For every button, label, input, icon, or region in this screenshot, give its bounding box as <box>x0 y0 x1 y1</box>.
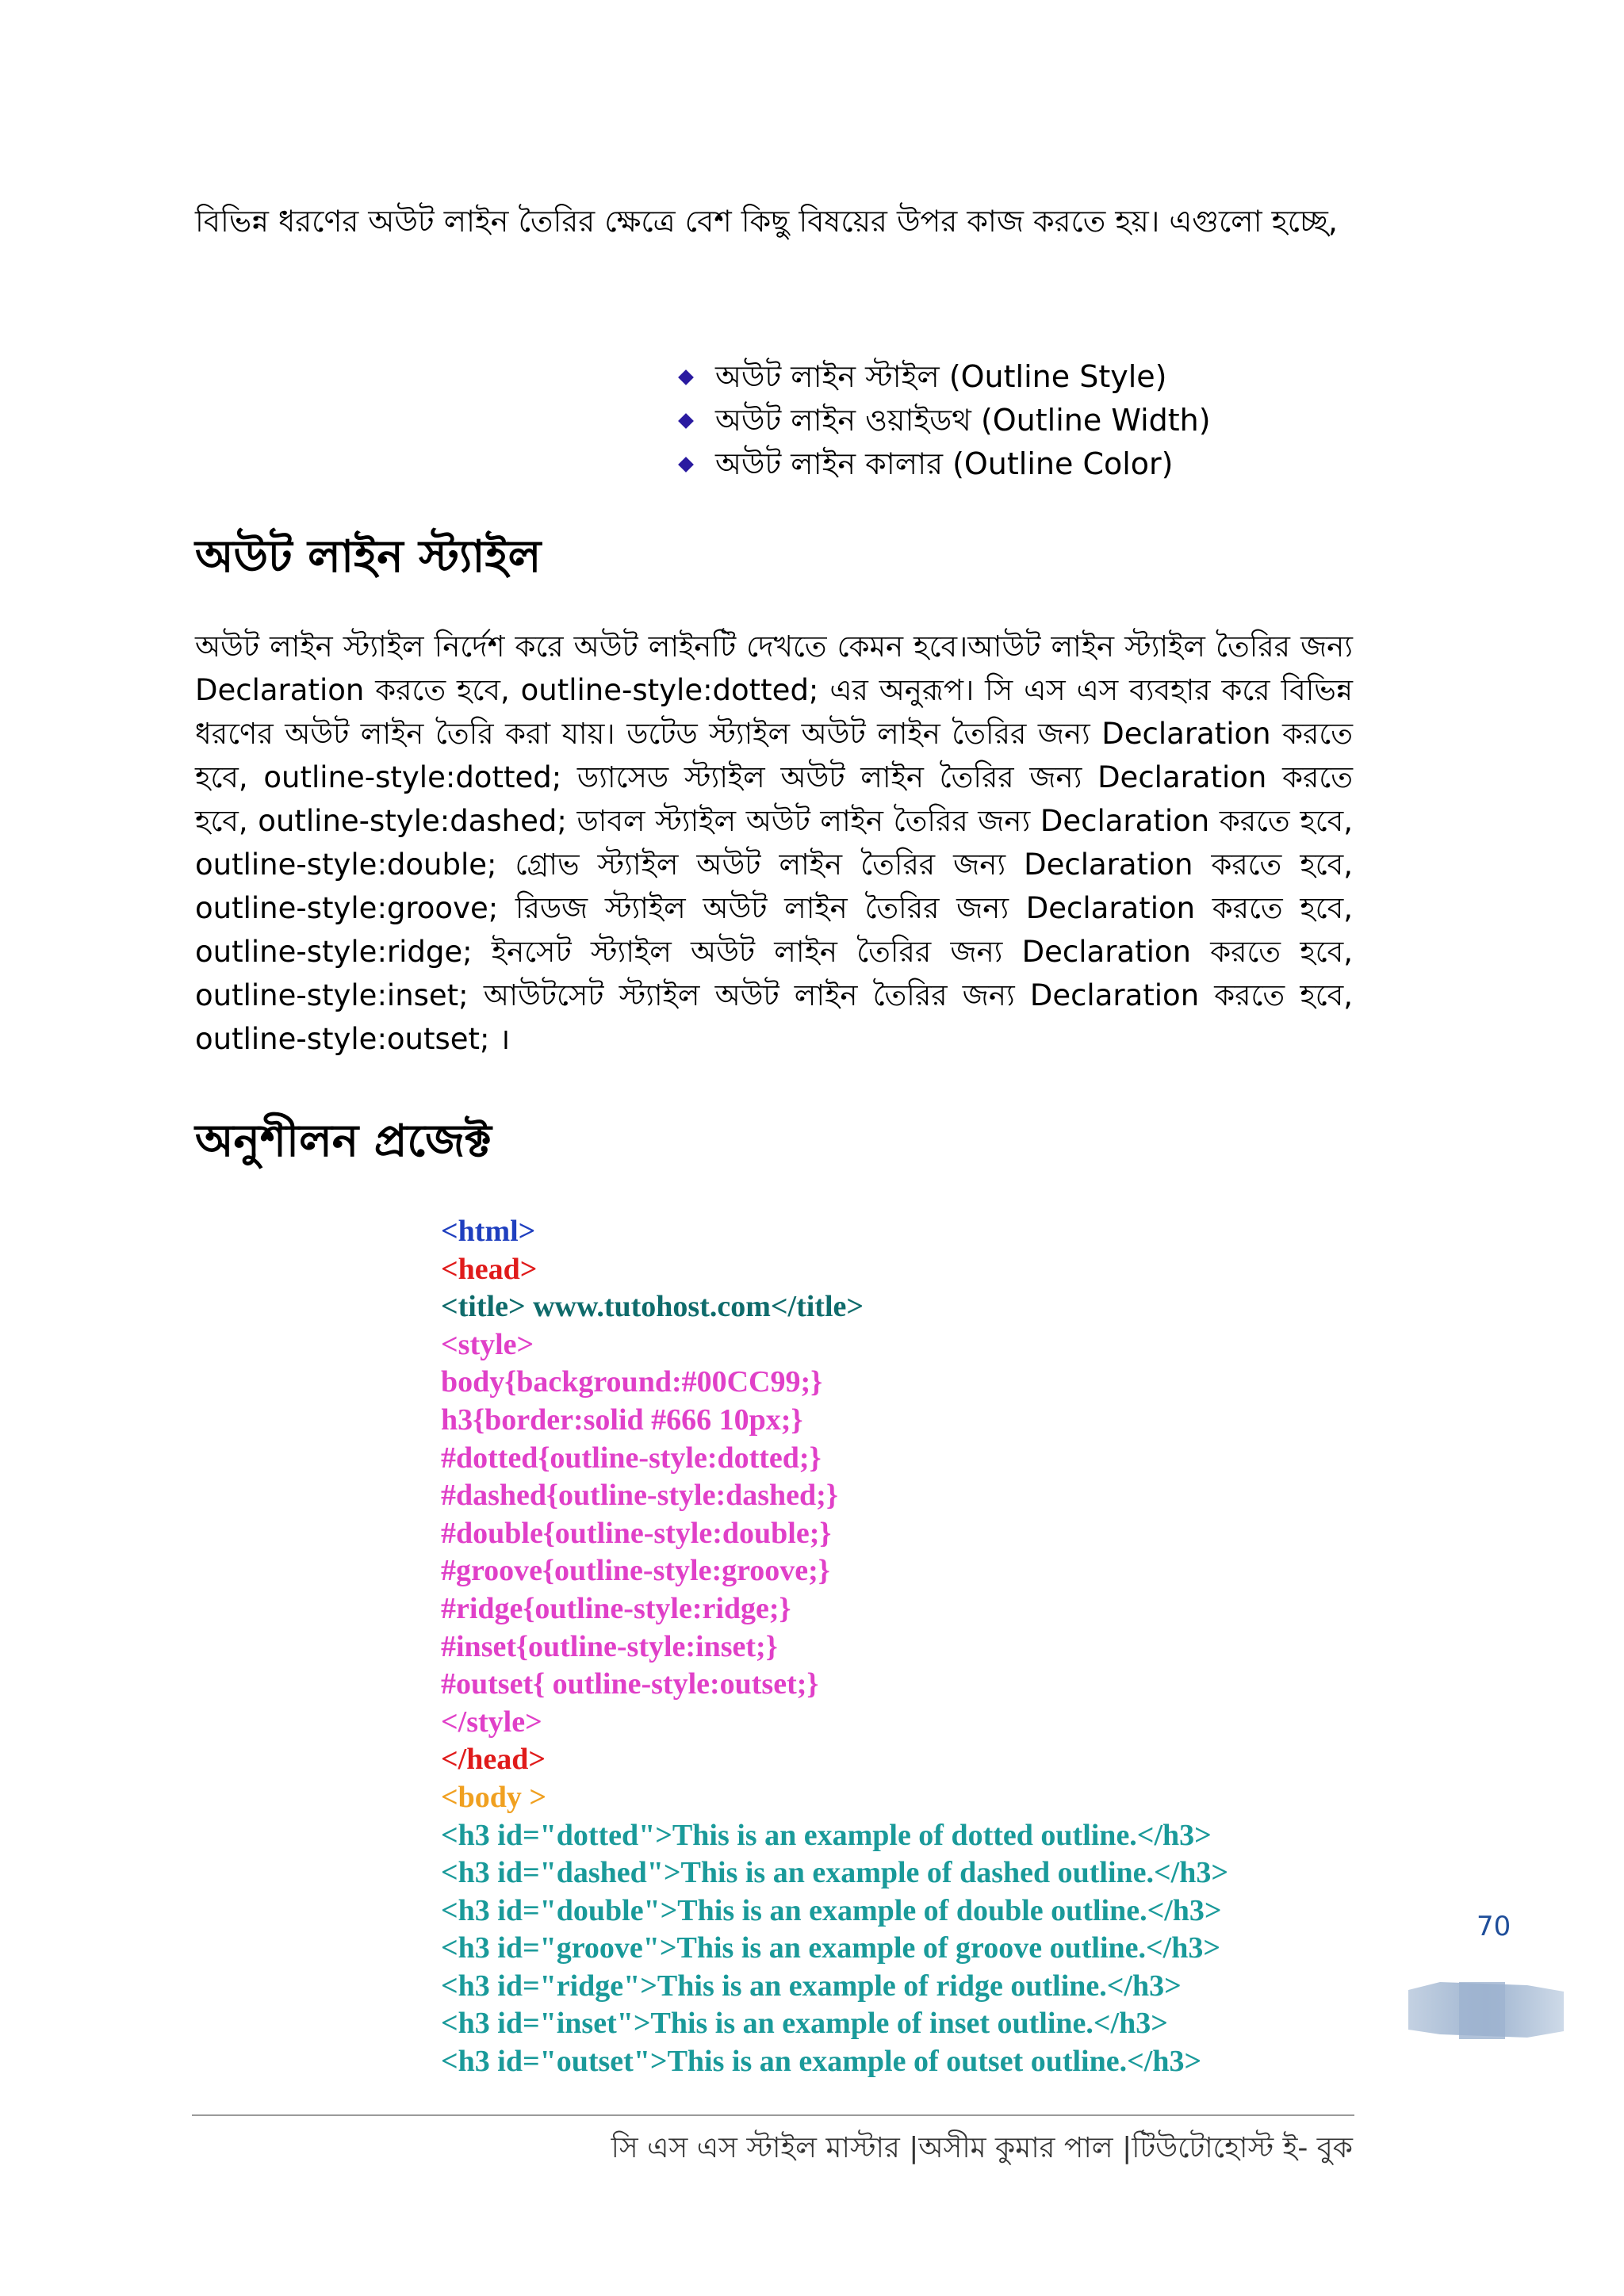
bullet-list <box>674 355 1211 486</box>
code-line: body{background:#00CC99;} <box>441 1365 823 1399</box>
bullet-text: অউট লাইন স্টাইল (Outline Style) <box>715 359 1167 394</box>
page-tab-graphic <box>1408 1982 1564 2039</box>
footer-divider <box>192 2114 1354 2116</box>
code-line: #dashed{outline-style:dashed;} <box>441 1479 838 1513</box>
list-item <box>674 399 1211 442</box>
code-line: <style> <box>441 1327 534 1361</box>
code-line: #ridge{outline-style:ridge;} <box>441 1591 791 1625</box>
code-line: <title> www.tutohost.com</title> <box>441 1290 864 1324</box>
code-line: h3{border:solid #666 10px;} <box>441 1402 803 1437</box>
code-line: <h3 id="double">This is an example of double outline.</h3> <box>441 1893 1222 1927</box>
diamond-bullet-icon <box>678 369 694 385</box>
code-line: <h3 id="dotted">This is an example of dotted outline.</h3> <box>441 1818 1212 1852</box>
diamond-bullet-icon <box>678 457 694 473</box>
section-heading-outline-style: অউট লাইন স্ট্যাইল <box>195 531 542 583</box>
code-line: #dotted{outline-style:dotted;} <box>441 1441 822 1475</box>
code-listing <box>441 1213 1228 2081</box>
body-paragraph: অউট লাইন স্ট্যাইল নির্দেশ করে অউট লাইনটি দেখতে কেমন হবে।আউট লাইন স্ট্যাইল তৈরির জন্য Declaration করতে হবে, outline-style:dotted; এর অনুরূপ। সি এস এস ব্যবহার করে বিভিন্ন ধরণের অউট লাইন তৈরি করা যায়। ডটেড স্ট্যাইল অউট লাইন তৈরির জন্য Declaration করতে হবে, outline-style:dotted; ড্যাসেড স্ট্যাইল অউট লাইন তৈরির জন্য Declaration করতে হবে, outline-style:dashed; ডাবল স্ট্যাইল অউট লাইন তৈরির জন্য Declaration করতে হবে, outline-style:double; গ্রোভ স্ট্যাইল অউট লাইন তৈরির জন্য Declaration করতে হবে, outline-style:groove; রিডজ স্ট্যাইল অউট লাইন তৈরির জন্য Declaration করতে হবে, outline-style:ridge; ইনসেট স্ট্যাইল অউট লাইন তৈরির জন্য Declaration করতে হবে, outline-style:inset; আউটসেট স্ট্যাইল অউট লাইন তৈরির জন্য Declaration করতে হবে, outline-style:outset; । <box>195 629 1353 1056</box>
code-line: <body > <box>441 1780 547 1814</box>
code-line: <h3 id="groove">This is an example of groove outline.</h3> <box>441 1931 1221 1965</box>
bullet-text: অউট লাইন কালার (Outline Color) <box>715 446 1174 481</box>
code-line: </style> <box>441 1705 542 1739</box>
code-line: <h3 id="inset">This is an example of inset outline.</h3> <box>441 2007 1168 2041</box>
bullet-text: অউট লাইন ওয়াইডথ (Outline Width) <box>715 403 1211 438</box>
code-line: #inset{outline-style:inset;} <box>441 1629 778 1663</box>
list-item <box>674 442 1211 486</box>
code-line: #outset{ outline-style:outset;} <box>441 1667 819 1701</box>
code-line: <html> <box>441 1215 536 1248</box>
code-line: </head> <box>441 1743 546 1777</box>
list-item <box>674 355 1211 399</box>
intro-paragraph: বিভিন্ন ধরণের অউট লাইন তৈরির ক্ষেত্রে বেশ কিছু বিষয়ের উপর কাজ করতে হয়। এগুলো হচ্ছে, <box>195 204 1338 239</box>
page-number: 70 <box>1477 1911 1511 1942</box>
footer-text: সি এস এস স্টাইল মাস্টার |অসীম কুমার পাল |টিউটোহোস্ট ই- বুক <box>611 2132 1353 2164</box>
code-line: <h3 id="outset">This is an example of outset outline.</h3> <box>441 2045 1202 2079</box>
code-line: #double{outline-style:double;} <box>441 1516 832 1550</box>
code-line: <h3 id="dashed">This is an example of dashed outline.</h3> <box>441 1856 1229 1890</box>
section-heading-practice-project: অনুশীলন প্রজেক্ট <box>195 1115 492 1167</box>
code-line: #groove{outline-style:groove;} <box>441 1554 830 1588</box>
code-line: <h3 id="ridge">This is an example of ridge outline.</h3> <box>441 1969 1182 2003</box>
diamond-bullet-icon <box>678 413 694 429</box>
code-line: <head> <box>441 1252 538 1286</box>
